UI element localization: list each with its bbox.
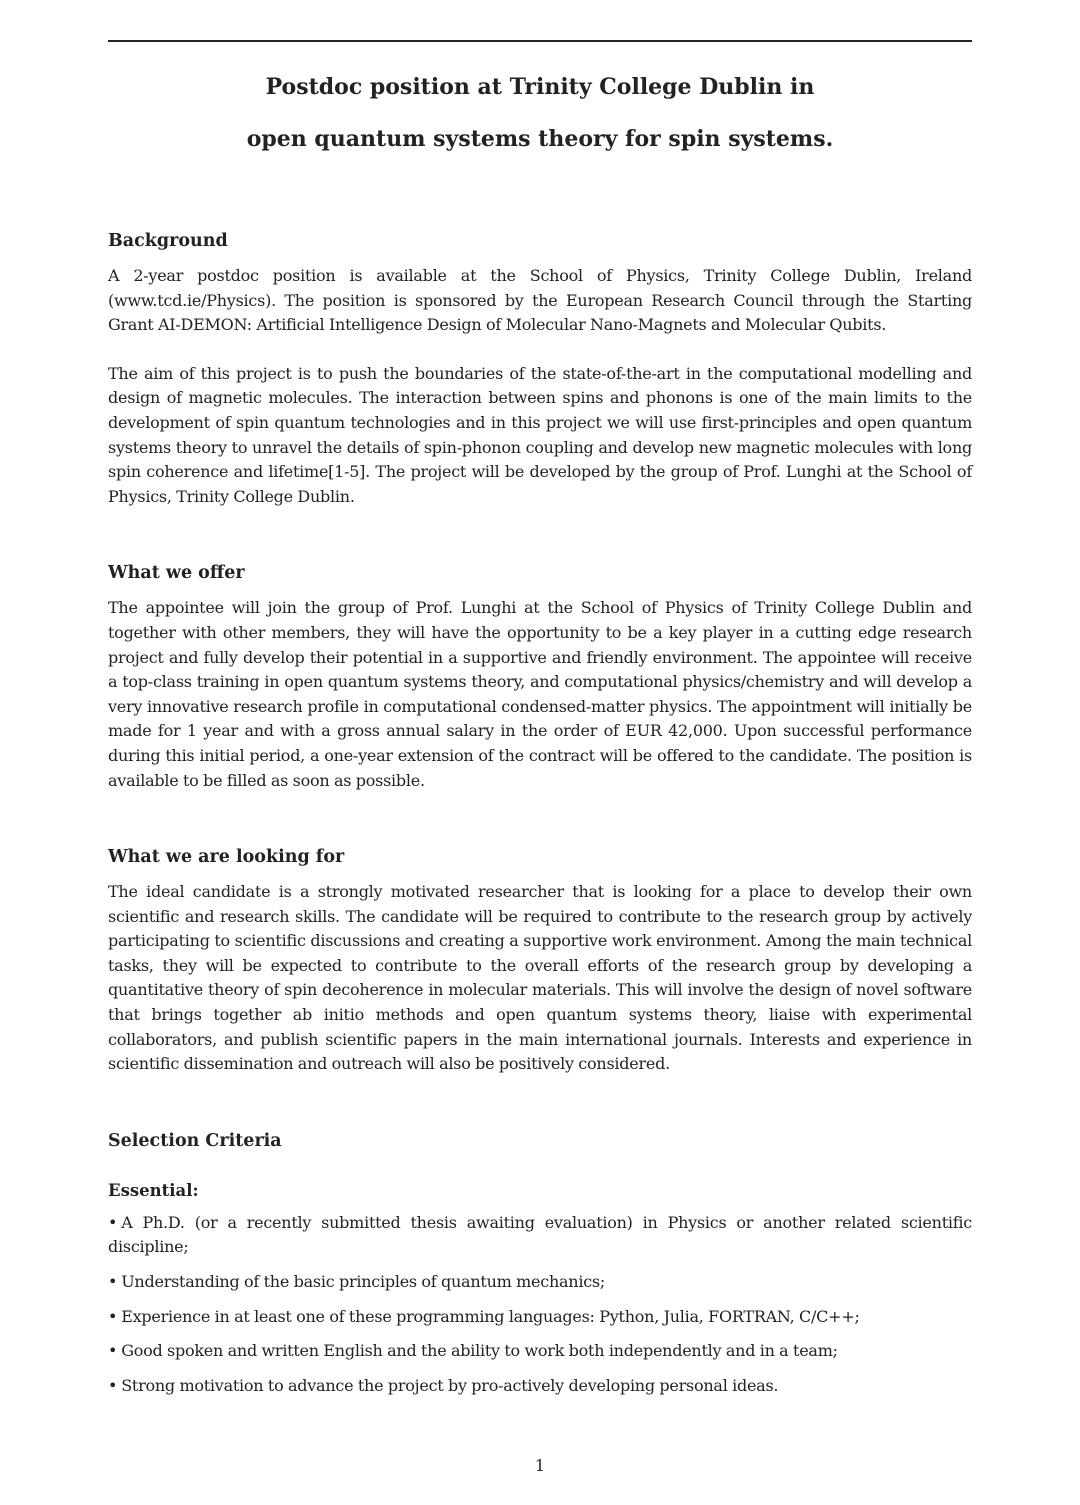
title-line-1: Postdoc position at Trinity College Dublin in — [265, 74, 815, 100]
page-number: 1 — [534, 1456, 546, 1475]
offer-heading: What we offer — [108, 563, 245, 584]
bullet-icon: • — [108, 1272, 118, 1292]
title-line-2: open quantum systems theory for spin systems. — [246, 126, 834, 152]
bullet-icon: • — [108, 1375, 118, 1395]
essential-subheading: Essential: — [108, 1180, 199, 1200]
looking-for-heading: What we are looking for — [108, 847, 345, 868]
criteria-list — [108, 1211, 972, 1399]
list-item — [108, 1270, 972, 1295]
background-heading: Background — [108, 231, 228, 251]
list-item-text: Experience in at least one of these programming languages: Python, Julia, FORTRAN, C/C++; — [121, 1306, 860, 1326]
list-item — [108, 1339, 972, 1364]
list-item-text: Understanding of the basic principles of quantum mechanics; — [121, 1272, 606, 1292]
list-item — [108, 1211, 972, 1260]
document-page — [108, 40, 972, 1398]
offer-paragraph: The appointee will join the group of Prof. Lunghi at the School of Physics of Trinity College Dublin and together with other members, they will have the opportunity to be a key player in a cutting edge research project and fully develop their potential in a supportive and friendly environment. The appointee will receive a top-class training in open quantum systems theory, and computational physics/chemistry and will develop a very innovative research profile in computational condensed-matter physics. The appointment will initially be made for 1 year and with a gross annual salary in the order of EUR 42,000. Upon successful performance during this initial period, a one-year extension of the contract will be offered to the candidate. The position is available to be filled as soon as possible. — [108, 598, 972, 790]
top-rule — [108, 40, 972, 42]
background-paragraph-2: The aim of this project is to push the boundaries of the state-of-the-art in the computational modelling and design of magnetic molecules. The interaction between spins and phonons is one of the main limits to the development of spin quantum technologies and in this project we will use first-principles and open quantum systems theory to unravel the details of spin-phonon coupling and develop new magnetic molecules with long spin coherence and lifetime[1-5]. The project will be developed by the group of Prof. Lunghi at the School of Physics, Trinity College Dublin. — [108, 363, 972, 506]
selection-criteria-heading: Selection Criteria — [108, 1130, 282, 1151]
bullet-icon: • — [108, 1306, 118, 1326]
looking-for-paragraph: The ideal candidate is a strongly motivated researcher that is looking for a place to develop their own scientific and research skills. The candidate will be required to contribute to the research group by actively participating to scientific discussions and creating a supportive work environment. Among the main technical tasks, they will be expected to contribute to the overall efforts of the research group by developing a quantitative theory of spin decoherence in molecular materials. This will involve the design of novel software that brings together ab initio methods and open quantum systems theory, liaise with experimental collaborators, and publish scientific papers in the main international journals. Interests and experience in scientific dissemination and outreach will also be positively considered. — [108, 882, 972, 1074]
list-item — [108, 1305, 972, 1330]
bullet-icon: • — [108, 1341, 118, 1361]
list-item-text: Strong motivation to advance the project by pro-actively developing personal ideas. — [121, 1375, 779, 1395]
background-paragraph-1: A 2-year postdoc position is available at the School of Physics, Trinity College Dublin, Ireland (www.tcd.ie/Physics). The position is sponsored by the European Research Council through the Starting Grant AI-DEMON: Artificial Intelligence Design of Molecular Nano-Magnets and Molecular Qubits. — [108, 266, 972, 335]
document-title — [108, 61, 972, 165]
list-item-text: A Ph.D. (or a recently submitted thesis awaiting evaluation) in Physics or another related scientific discipline; — [108, 1212, 972, 1257]
bullet-icon: • — [108, 1212, 118, 1232]
list-item-text: Good spoken and written English and the ability to work both independently and in a team; — [121, 1341, 838, 1361]
list-item — [108, 1374, 972, 1399]
